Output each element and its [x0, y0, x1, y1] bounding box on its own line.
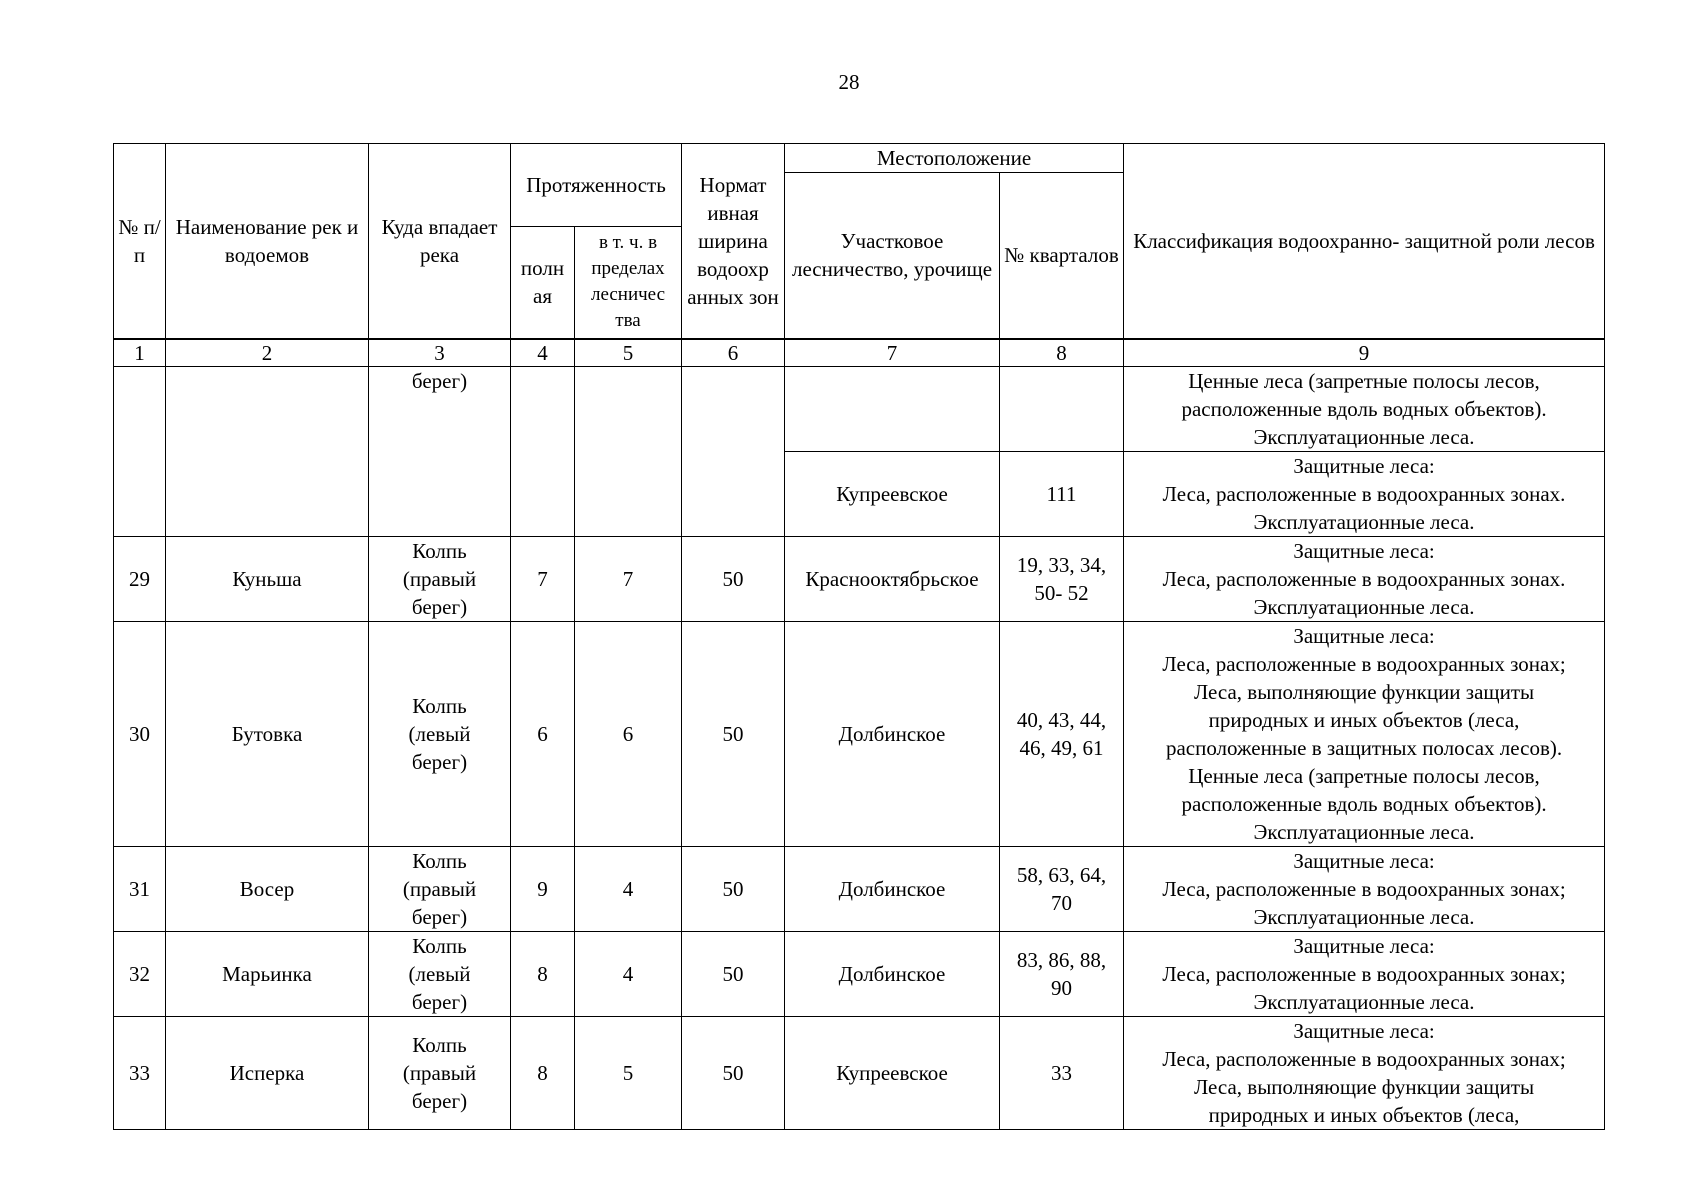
- header-length: Протяженность: [511, 144, 682, 227]
- cell-forestry: Купреевское: [785, 1016, 1000, 1129]
- quarters-line: 70: [1051, 890, 1073, 915]
- cell-class: [1124, 846, 1605, 931]
- quarters-line: 33: [1051, 1060, 1073, 1085]
- cell-quarters: [1000, 536, 1124, 621]
- cell-within: 4: [575, 931, 682, 1016]
- class-line: Ценные леса (запретные полосы лесов,: [1188, 763, 1540, 788]
- cell-mouth: [369, 536, 511, 621]
- col-number: 1: [114, 339, 166, 367]
- cell-width: 50: [682, 846, 785, 931]
- cell-within: 6: [575, 621, 682, 846]
- cell-full: [511, 366, 575, 536]
- col-number: 8: [1000, 339, 1124, 367]
- cell-name: [166, 366, 369, 536]
- cell-num: 33: [114, 1016, 166, 1129]
- header-location: Местоположение: [785, 144, 1124, 173]
- header-class: Классификация водоохранно- защитной роли лесов: [1124, 144, 1605, 339]
- class-line: Эксплуатационные леса.: [1253, 424, 1475, 449]
- mouth-line: берег): [411, 594, 468, 619]
- cell-within: 5: [575, 1016, 682, 1129]
- cell-class: [1124, 931, 1605, 1016]
- class-line: Эксплуатационные леса.: [1253, 989, 1475, 1014]
- table-row: [114, 621, 1605, 846]
- table-row: [114, 931, 1605, 1016]
- header-length-within: в т. ч. в пределах лесничес тва: [575, 227, 682, 339]
- mouth-line: Колпь: [412, 693, 467, 718]
- class-line: расположенные вдоль водных объектов).: [1181, 396, 1547, 421]
- class-line: Леса, расположенные в водоохранных зонах.: [1162, 566, 1566, 591]
- col-number: 9: [1124, 339, 1605, 367]
- class-line: Защитные леса:: [1293, 848, 1435, 873]
- cell-quarters: [1000, 621, 1124, 846]
- class-line: Эксплуатационные леса.: [1253, 594, 1475, 619]
- cell-class: [1124, 366, 1605, 451]
- cell-forestry: Долбинское: [785, 931, 1000, 1016]
- mouth-line: (левый: [408, 721, 471, 746]
- cell-width: 50: [682, 536, 785, 621]
- col-number: 4: [511, 339, 575, 367]
- quarters-line: 58, 63, 64,: [1016, 862, 1107, 887]
- mouth-line: (правый: [402, 566, 477, 591]
- cell-mouth: [369, 846, 511, 931]
- class-line: Защитные леса:: [1293, 933, 1435, 958]
- header-num: № п/п: [114, 144, 166, 339]
- class-line: природных и иных объектов (леса,: [1208, 707, 1520, 732]
- water-bodies-table: [113, 143, 1605, 1130]
- cell-forestry: Долбинское: [785, 621, 1000, 846]
- cell-class: [1124, 451, 1605, 536]
- cell-full: 6: [511, 621, 575, 846]
- class-line: Защитные леса:: [1293, 538, 1435, 563]
- class-line: Эксплуатационные леса.: [1253, 904, 1475, 929]
- cell-class: [1124, 536, 1605, 621]
- cell-width: [682, 366, 785, 536]
- class-line: Леса, расположенные в водоохранных зонах;: [1162, 651, 1566, 676]
- header-name: Наименование рек и водоемов: [166, 144, 369, 339]
- header-length-full: полн ая: [511, 227, 575, 339]
- cell-within: 7: [575, 536, 682, 621]
- mouth-line: (левый: [408, 961, 471, 986]
- mouth-line: берег): [411, 904, 468, 929]
- cell-mouth: [369, 1016, 511, 1129]
- mouth-line: Колпь: [412, 848, 467, 873]
- header-mouth: Куда впадает река: [369, 144, 511, 339]
- class-line: природных и иных объектов (леса,: [1208, 1102, 1520, 1127]
- class-line: расположенные в защитных полосах лесов).: [1165, 735, 1563, 760]
- cell-class: [1124, 621, 1605, 846]
- cell-quarters: [1000, 1016, 1124, 1129]
- cell-name: Марьинка: [166, 931, 369, 1016]
- table-row: [114, 536, 1605, 621]
- cell-mouth: [369, 931, 511, 1016]
- table-row: [114, 846, 1605, 931]
- table-row: [114, 1016, 1605, 1129]
- col-number: 7: [785, 339, 1000, 367]
- cell-num: 30: [114, 621, 166, 846]
- mouth-line: (правый: [402, 1060, 477, 1085]
- cell-mouth: [369, 621, 511, 846]
- col-number: 3: [369, 339, 511, 367]
- cell-full: 8: [511, 1016, 575, 1129]
- quarters-line: 40, 43, 44,: [1016, 707, 1107, 732]
- header-forestry: Участковое лесничество, урочище: [785, 173, 1000, 339]
- cell-num: 32: [114, 931, 166, 1016]
- class-line: Леса, расположенные в водоохранных зонах;: [1162, 1046, 1566, 1071]
- cell-full: 9: [511, 846, 575, 931]
- class-line: Ценные леса (запретные полосы лесов,: [1188, 368, 1540, 393]
- cell-class: [1124, 1016, 1605, 1129]
- col-number: 6: [682, 339, 785, 367]
- quarters-line: 46, 49, 61: [1019, 735, 1104, 760]
- cell-num: [114, 366, 166, 536]
- cell-width: 50: [682, 931, 785, 1016]
- quarters-line: 83, 86, 88,: [1016, 947, 1107, 972]
- class-line: Защитные леса:: [1293, 453, 1435, 478]
- cell-quarters: [1000, 366, 1124, 451]
- class-line: Леса, расположенные в водоохранных зонах;: [1162, 961, 1566, 986]
- quarters-line: 19, 33, 34,: [1016, 552, 1107, 577]
- class-line: Эксплуатационные леса.: [1253, 819, 1475, 844]
- mouth-line: Колпь: [412, 1032, 467, 1057]
- col-number: 5: [575, 339, 682, 367]
- mouth-line: (правый: [402, 876, 477, 901]
- class-line: Защитные леса:: [1293, 623, 1435, 648]
- class-line: Эксплуатационные леса.: [1253, 509, 1475, 534]
- class-line: расположенные вдоль водных объектов).: [1181, 791, 1547, 816]
- table-row: [114, 366, 1605, 451]
- header-width: Нормат ивная ширина водоохр анных зон: [682, 144, 785, 339]
- cell-within: [575, 366, 682, 536]
- cell-width: 50: [682, 621, 785, 846]
- mouth-line: Колпь: [412, 538, 467, 563]
- page-number: 28: [838, 70, 860, 94]
- column-numbers-row: [114, 339, 1605, 367]
- cell-name: Восер: [166, 846, 369, 931]
- cell-num: 31: [114, 846, 166, 931]
- mouth-line: Колпь: [412, 933, 467, 958]
- cell-within: 4: [575, 846, 682, 931]
- cell-full: 8: [511, 931, 575, 1016]
- cell-name: Куньша: [166, 536, 369, 621]
- cell-quarters: [1000, 931, 1124, 1016]
- quarters-line: 50- 52: [1034, 580, 1089, 605]
- mouth-line: берег): [411, 749, 468, 774]
- cell-mouth: берег): [369, 366, 511, 536]
- class-line: Леса, выполняющие функции защиты: [1193, 1074, 1535, 1099]
- quarters-line: 90: [1051, 975, 1073, 1000]
- cell-forestry: Краснооктябрьское: [785, 536, 1000, 621]
- cell-quarters: 111: [1000, 451, 1124, 536]
- cell-quarters: [1000, 846, 1124, 931]
- header-quarters: № кварталов: [1000, 173, 1124, 339]
- class-line: Защитные леса:: [1293, 1018, 1435, 1043]
- cell-name: Бутовка: [166, 621, 369, 846]
- mouth-line: берег): [411, 989, 468, 1014]
- class-line: Леса, расположенные в водоохранных зонах.: [1162, 481, 1566, 506]
- cell-width: 50: [682, 1016, 785, 1129]
- cell-forestry: [785, 366, 1000, 451]
- cell-name: Исперка: [166, 1016, 369, 1129]
- col-number: 2: [166, 339, 369, 367]
- class-line: Леса, расположенные в водоохранных зонах;: [1162, 876, 1566, 901]
- mouth-line: берег): [411, 1088, 468, 1113]
- cell-full: 7: [511, 536, 575, 621]
- cell-num: 29: [114, 536, 166, 621]
- cell-forestry: Долбинское: [785, 846, 1000, 931]
- class-line: Леса, выполняющие функции защиты: [1193, 679, 1535, 704]
- cell-forestry: Купреевское: [785, 451, 1000, 536]
